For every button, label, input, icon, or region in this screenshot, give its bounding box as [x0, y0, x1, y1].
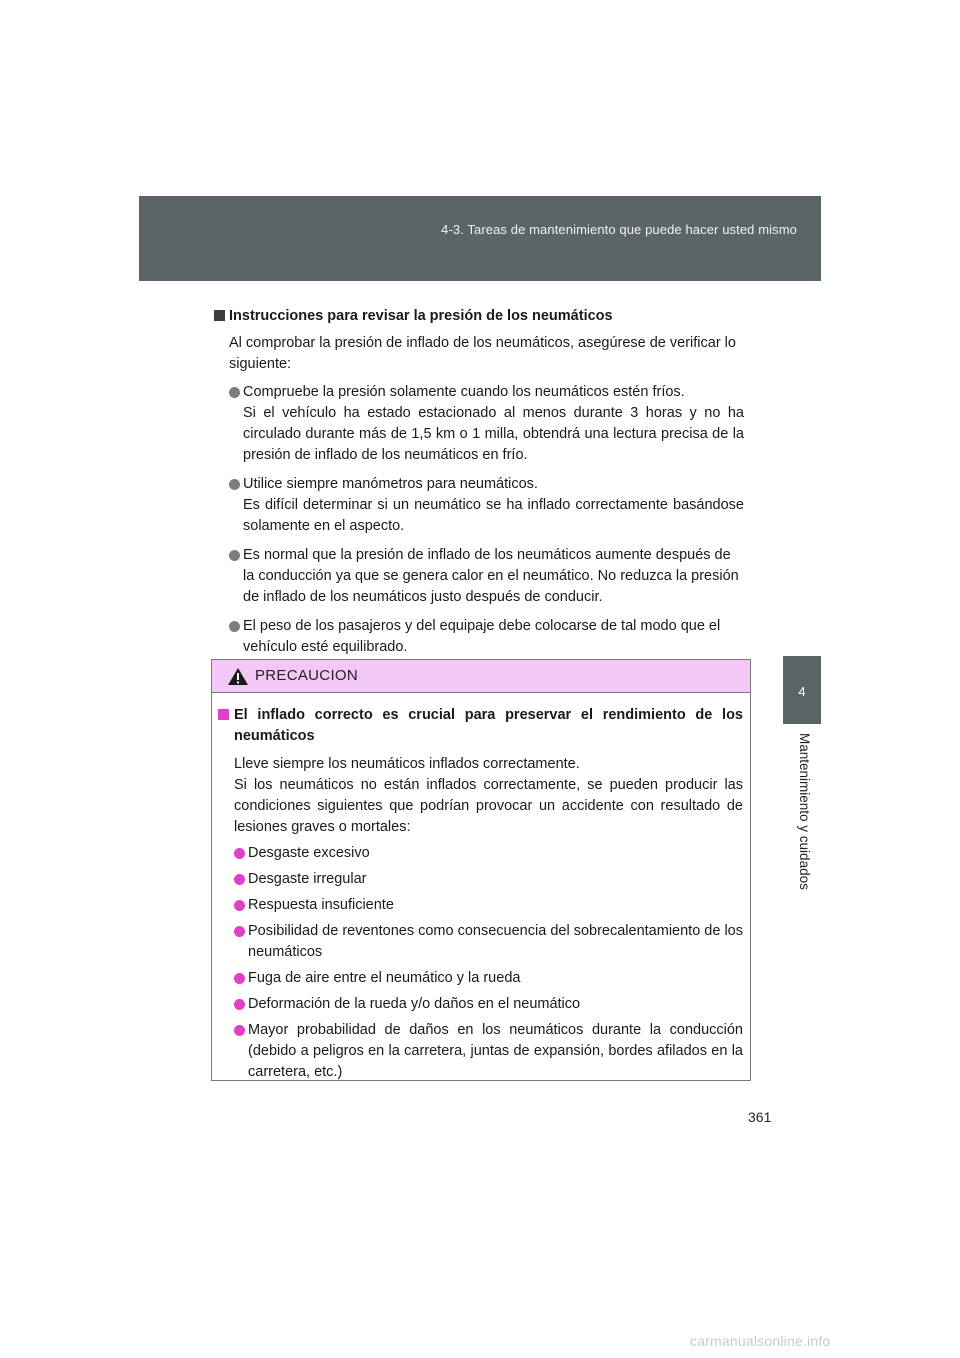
caution-item: [218, 1020, 743, 1083]
caution-item: [218, 843, 743, 864]
main-content: [214, 306, 744, 666]
section-title: Instrucciones para revisar la presión de los neumáticos: [229, 308, 613, 324]
caution-box: [211, 659, 751, 1081]
round-bullet-icon: [234, 999, 245, 1010]
warning-icon: [227, 667, 249, 686]
list-item-lead: Compruebe la presión solamente cuando los neumáticos estén fríos.: [243, 384, 685, 400]
section-intro: Al comprobar la presión de inflado de los neumáticos, asegúrese de verificar lo siguiente:: [229, 335, 736, 372]
round-bullet-icon: [234, 900, 245, 911]
round-bullet-icon: [229, 387, 240, 398]
list-item-lead: Utilice siempre manómetros para neumáticos.: [243, 476, 538, 492]
caution-item: [218, 921, 743, 963]
round-bullet-icon: [234, 926, 245, 937]
caution-text-line: Lleve siempre los neumáticos inflados correctamente.: [234, 756, 580, 772]
round-bullet-icon: [229, 479, 240, 490]
caution-item-text: Desgaste irregular: [248, 871, 367, 887]
caution-item-text: Deformación de la rueda y/o daños en el neumático: [248, 996, 581, 1012]
caution-item-text: Respuesta insuficiente: [248, 897, 394, 913]
list-item-body: Si el vehículo ha estado estacionado al menos durante 3 horas y no ha circulado durante más de 1,5 km o 1 milla, obtendrá una lectura precisa de la presión de inflado de los neumáticos en frío.: [243, 405, 744, 463]
round-bullet-icon: [234, 1025, 245, 1036]
chapter-side-label: Mantenimiento y cuidados: [797, 733, 812, 890]
caution-item: [218, 994, 743, 1015]
caution-item: [218, 968, 743, 989]
caution-item-text: Desgaste excesivo: [248, 845, 370, 861]
caution-item-text: Posibilidad de reventones como consecuencia del sobrecalentamiento de los neumáticos: [248, 923, 743, 960]
square-bullet-icon: [214, 310, 225, 321]
chapter-tab: [783, 656, 821, 724]
page-number: 361: [748, 1109, 772, 1125]
caution-text: [218, 754, 743, 838]
round-bullet-icon: [234, 874, 245, 885]
list-item: [214, 474, 744, 537]
caution-body: [212, 693, 750, 1083]
caution-text-paragraph: Si los neumáticos no están inflados correctamente, se pueden producir las condiciones siguientes que podrían provocar un accidente con resultado de lesiones graves o mortales:: [234, 777, 743, 835]
round-bullet-icon: [234, 973, 245, 984]
list-item-lead: Es normal que la presión de inflado de los neumáticos aumente después de la conducción ya que se genera calor en el neumático. No reduzca la presión de inflado de los neumáticos justo después de conducir.: [243, 547, 739, 605]
list-item-body: Es difícil determinar si un neumático se ha inflado correctamente basándose solamente en el aspecto.: [243, 497, 744, 534]
caution-item: [218, 869, 743, 890]
caution-item: [218, 895, 743, 916]
caution-heading: [218, 705, 743, 747]
square-bullet-icon: [218, 709, 229, 720]
caution-title: PRECAUCION: [255, 667, 359, 684]
round-bullet-icon: [229, 550, 240, 561]
chapter-header: [139, 196, 821, 281]
list-item: [214, 545, 744, 608]
list-item: [214, 382, 744, 466]
list-item: [214, 616, 744, 658]
chapter-title: 4-3. Tareas de mantenimiento que puede hacer usted mismo: [441, 222, 797, 237]
round-bullet-icon: [229, 621, 240, 632]
caution-item-text: Mayor probabilidad de daños en los neumáticos durante la conducción (debido a peligros en la carretera, juntas de expansión, bordes afilados en la carretera, etc.): [248, 1022, 743, 1080]
caution-header: [212, 660, 750, 693]
list-item-lead: El peso de los pasajeros y del equipaje debe colocarse de tal modo que el vehículo esté equilibrado.: [243, 618, 721, 655]
watermark: carmanualsonline.info: [690, 1333, 831, 1349]
caution-item-text: Fuga de aire entre el neumático y la rueda: [248, 970, 521, 986]
chapter-number: 4: [798, 684, 806, 699]
caution-heading-text: El inflado correcto es crucial para preservar el rendimiento de los neumáticos: [234, 707, 743, 744]
round-bullet-icon: [234, 848, 245, 859]
section-heading: [214, 306, 744, 327]
